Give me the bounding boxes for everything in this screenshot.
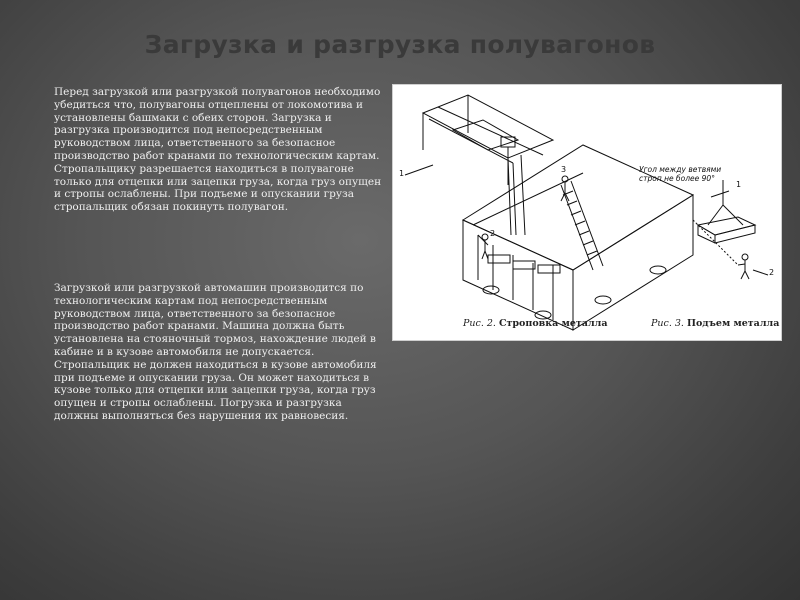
slide-title: Загрузка и разгрузка полувагонов — [144, 30, 656, 59]
caption-2-prefix: Рис. 2. — [463, 318, 496, 329]
figure-caption-2 — [463, 318, 608, 329]
label-crane: 1 — [399, 169, 405, 178]
paragraph-truck-loading: Загрузкой или разгрузкой автомашин производится по технологическим картам под непосредственным руководством лица, ответственного за безопасное производство работ кранами. Машина должна быть установлена на стояночный тормоз, нахождение людей в кабине и в кузове автомобиля не допускается. Стропальщик не должен находиться в кузове автомобиля при подъеме и опускании груза. Он может находиться в кузове только для отцепки или зацепки груза, когда груз опущен и стропы ослаблены. Погрузка и разгрузка должны выполняться без нарушения их равновесия. — [54, 282, 377, 422]
caption-3-prefix: Рис. 3. — [651, 318, 684, 329]
label-hook: 1 — [736, 180, 742, 189]
label-person: 2 — [769, 268, 775, 277]
caption-3-text: Подъем металла — [686, 318, 780, 329]
sling-angle-note — [639, 165, 749, 183]
slinging-illustration — [392, 84, 782, 341]
illustration-drawing — [393, 85, 781, 340]
sling-angle-note-line1: Угол между ветвями — [639, 165, 722, 174]
caption-2-text: Строповка металла — [498, 318, 608, 329]
figure-caption-3 — [651, 318, 779, 329]
label-ladder: 3 — [561, 165, 567, 174]
label-slinger: 2 — [490, 229, 496, 238]
sling-angle-note-line2: строп не более 90° — [639, 174, 715, 183]
paragraph-halfwagon-loading: Перед загрузкой или разгрузкой полувагонов необходимо убедиться что, полувагоны отцеплены от локомотива и установлены башмаки с обеих сторон. Загрузка и разгрузка производится под непосредственным руководством лица, ответственного за безопасное производство работ кранами по технологическим картам. Стропальщику разрешается находиться в полувагоне только для отцепки или зацепки груза, когда груз опущен и стропы ослаблены. При подъеме и опускании груза стропальщик обязан покинуть полувагон. — [54, 86, 382, 214]
